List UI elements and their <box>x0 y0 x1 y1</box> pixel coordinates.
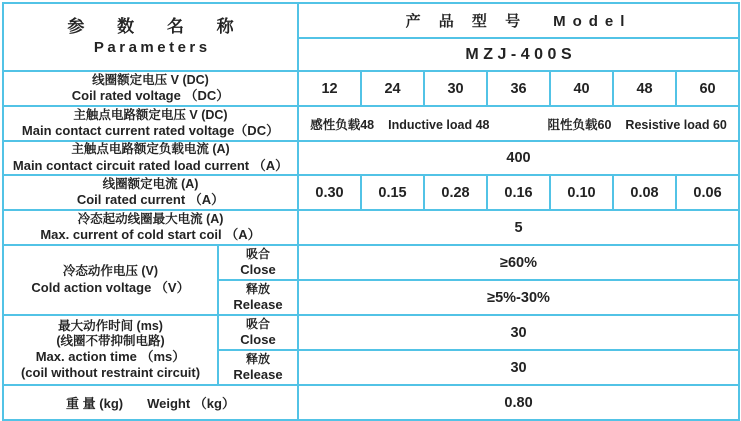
resistive-load-zh: 阻性负载60 <box>547 117 612 132</box>
weight-row <box>3 385 739 420</box>
action-time-release-sublabel: 释放 Release <box>218 350 298 385</box>
cold-action-release-value: ≥5%-30% <box>298 280 739 315</box>
coil-current-label: 线圈额定电流 (A) Coil rated current （A） <box>3 175 298 210</box>
spec-table <box>2 2 740 421</box>
action-time-close-sublabel: 吸合 Close <box>218 315 298 350</box>
cold-start-row <box>3 210 739 245</box>
contact-voltage-label: 主触点电路额定电压 V (DC) Main contact current rated voltage（DC） <box>3 106 298 141</box>
parameters-title-en: Parameters <box>93 39 211 57</box>
coil-voltage-row <box>3 71 739 106</box>
parameters-header-cell <box>3 3 298 71</box>
contact-voltage-value <box>298 106 739 141</box>
coil-current-row <box>3 175 739 210</box>
coil-voltage-value: 48 <box>613 71 676 106</box>
weight-value: 0.80 <box>298 385 739 420</box>
coil-current-value: 0.08 <box>613 175 676 210</box>
cold-action-label: 冷态动作电压 (V) Cold action voltage （V） <box>3 245 218 315</box>
action-time-release-value: 30 <box>298 350 739 385</box>
model-value-cell: MZJ-400S <box>298 38 739 71</box>
coil-current-value: 0.10 <box>550 175 613 210</box>
inductive-load-zh: 感性负载48 <box>310 117 375 132</box>
coil-current-value: 0.15 <box>361 175 424 210</box>
cold-action-close-value: ≥60% <box>298 245 739 280</box>
coil-current-value: 0.30 <box>298 175 361 210</box>
model-title-en: Model <box>553 13 632 30</box>
resistive-load-en: Resistive load 60 <box>625 117 727 132</box>
coil-current-value: 0.16 <box>487 175 550 210</box>
load-current-label: 主触点电路额定负载电流 (A) Main contact circuit rated load current （A） <box>3 141 298 175</box>
contact-voltage-row <box>3 106 739 141</box>
model-title-zh: 产 品 型 号 <box>405 13 528 30</box>
inductive-load-en: Inductive load 48 <box>388 117 490 132</box>
coil-voltage-value: 60 <box>676 71 739 106</box>
coil-voltage-value: 36 <box>487 71 550 106</box>
coil-voltage-value: 12 <box>298 71 361 106</box>
cold-action-close-sublabel: 吸合 Close <box>218 245 298 280</box>
coil-voltage-value: 30 <box>424 71 487 106</box>
weight-label: 重 量 (kg) Weight （kg） <box>3 385 298 420</box>
model-header-cell <box>298 3 739 38</box>
cold-action-release-sublabel: 释放 Release <box>218 280 298 315</box>
action-time-label: 最大动作时间 (ms) (线圈不带抑制电路) Max. action time （ms） (coil without restraint circuit) <box>3 315 218 385</box>
load-current-row <box>3 141 739 175</box>
coil-voltage-value: 40 <box>550 71 613 106</box>
coil-current-value: 0.28 <box>424 175 487 210</box>
header-row <box>3 3 739 38</box>
cold-start-value: 5 <box>298 210 739 245</box>
action-time-close-row <box>3 315 739 350</box>
parameters-title-zh: 参 数 名 称 <box>67 17 248 37</box>
coil-current-value: 0.06 <box>676 175 739 210</box>
coil-voltage-value: 24 <box>361 71 424 106</box>
coil-voltage-label: 线圈额定电压 V (DC) Coil rated voltage （DC） <box>3 71 298 106</box>
load-current-value: 400 <box>298 141 739 175</box>
cold-start-label: 冷态起动线圈最大电流 (A) Max. current of cold start coil （A） <box>3 210 298 245</box>
action-time-close-value: 30 <box>298 315 739 350</box>
cold-action-close-row <box>3 245 739 280</box>
